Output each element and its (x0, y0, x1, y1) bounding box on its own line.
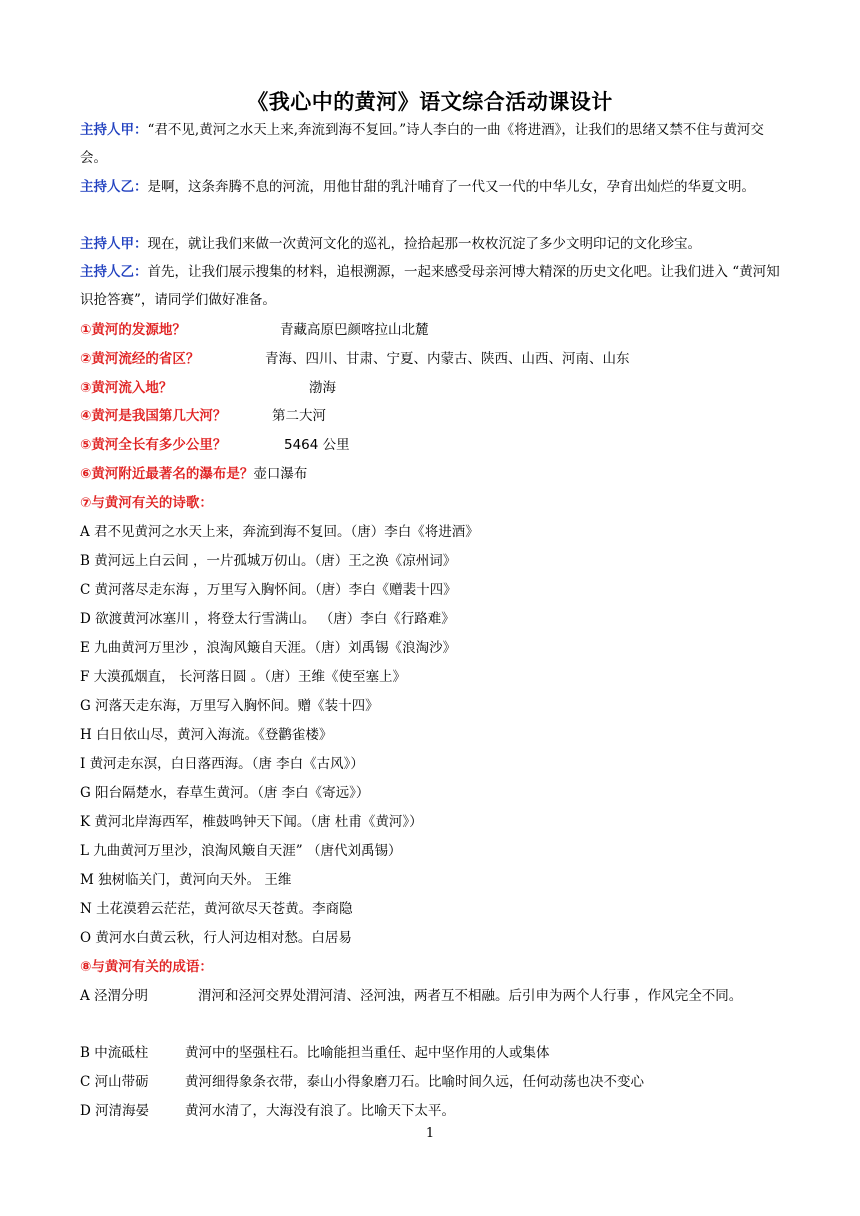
quiz-question: ⑥黄河附近最著名的瀑布是？ (80, 466, 254, 482)
poem-line: C 黄河落尽走东海 ，万里写入胸怀间。（唐）李白《赠裴十四》 (80, 582, 457, 598)
speaker-label: 主持人乙： (80, 264, 148, 280)
poem-line: N 土花漠碧云茫茫，黄河欲尽天苍黄。李商隐 (80, 901, 353, 917)
idiom-meaning: 黄河中的坚强柱石。比喻能担当重任、起中坚作用的人或集体 (185, 1045, 550, 1061)
dialogue-paragraph-1 (80, 116, 780, 172)
idiom-term: C 河山带砺 (80, 1074, 149, 1090)
quiz-item (80, 406, 780, 426)
dialogue-text: “君不见,黄河之水天上来,奔流到海不复回。”诗人李白的一曲《将进酒》，让我们的思绪又禁不住与黄河交会。 (80, 122, 764, 166)
poem-line: G 河落天走东海，万里写入胸怀间。赠《装十四》 (80, 698, 379, 714)
quiz-answer: 青海、四川、甘肃、宁夏、内蒙古、陕西、山西、河南、山东 (265, 351, 630, 367)
poem-line: O 黄河水白黄云秋，行人河边相对愁。白居易 (80, 930, 352, 946)
idioms-heading: ⑧与黄河有关的成语： (80, 959, 213, 975)
quiz-item (80, 320, 780, 340)
poem-line: G 阳台隔楚水，春草生黄河。（唐 李白《寄远》） (80, 785, 370, 801)
quiz-answer: 青藏高原巴颜喀拉山北麓 (280, 322, 429, 338)
idiom-meaning: 黄河水清了，大海没有浪了。比喻天下太平。 (185, 1103, 455, 1119)
idiom-item (80, 982, 780, 1010)
poem-line: H 白日依山尽，黄河入海流。《登鹳雀楼》 (80, 727, 333, 743)
dialogue-paragraph-2 (80, 173, 780, 201)
poem-line: K 黄河北岸海西军，椎鼓鸣钟天下闻。（唐 杜甫《黄河》） (80, 814, 423, 830)
speaker-label: 主持人乙： (80, 179, 148, 195)
dialogue-text: 首先，让我们展示搜集的材料，追根溯源，一起来感受母亲河博大精深的历史文化吧。让我们进入 “黄河知识抢答赛”，请同学们做好准备。 (80, 264, 780, 308)
quiz-question: ④黄河是我国第几大河？ (80, 408, 227, 424)
quiz-answer: 渤海 (309, 380, 336, 396)
idiom-term: B 中流砥柱 (80, 1045, 149, 1061)
quiz-question: ②黄河流经的省区？ (80, 351, 200, 367)
idiom-term: D 河清海晏 (80, 1103, 150, 1119)
idiom-meaning: 黄河细得象条衣带，泰山小得象磨刀石。比喻时间久远，任何动荡也决不变心 (185, 1074, 644, 1090)
dialogue-text: 现在，就让我们来做一次黄河文化的巡礼，捡拾起那一枚枚沉淀了多少文明印记的文化珍宝。 (147, 236, 701, 252)
speaker-label: 主持人甲： (80, 122, 148, 138)
dialogue-paragraph-4 (80, 258, 780, 314)
poem-line: M 独树临关门，黄河向天外。 王维 (80, 872, 292, 888)
dialogue-paragraph-3 (80, 230, 780, 258)
quiz-answer: 第二大河 (272, 408, 326, 424)
quiz-item (80, 464, 780, 484)
dialogue-text: 是啊，这条奔腾不息的河流，用他甘甜的乳汁哺育了一代又一代的中华儿女，孕育出灿烂的华夏文明。 (147, 179, 755, 195)
poem-line: E 九曲黄河万里沙 ，浪淘风簸自天涯。（唐）刘禹锡《浪淘沙》 (80, 640, 457, 656)
page-number: 1 (425, 1126, 435, 1141)
poem-line: D 欲渡黄河冰塞川 ，将登太行雪满山。 （唐）李白《行路难》 (80, 611, 455, 627)
quiz-item (80, 349, 780, 369)
quiz-question: ③黄河流入地？ (80, 380, 173, 396)
poem-line: B 黄河远上白云间 ，一片孤城万仞山。（唐）王之涣《凉州词》 (80, 553, 457, 569)
idiom-item (80, 1043, 780, 1063)
poem-line: I 黄河走东溟，白日落西海。（唐 李白《古风》） (80, 756, 364, 772)
poems-heading: ⑦与黄河有关的诗歌： (80, 495, 213, 511)
quiz-item (80, 435, 780, 455)
poem-line: A 君不见黄河之水天上来，奔流到海不复回。（唐）李白《将进酒》 (80, 524, 479, 540)
idiom-meaning: 渭河和泾河交界处渭河清、泾河浊，两者互不相融。后引申为两个人行事 ，作风完全不同。 (198, 988, 743, 1004)
poem-line: L 九曲黄河万里沙，浪淘风簸自天涯” （唐代刘禹锡） (80, 843, 402, 859)
quiz-item (80, 378, 780, 398)
quiz-answer: 壶口瀑布 (253, 466, 308, 482)
idiom-item (80, 1072, 780, 1092)
quiz-answer: 5464 公里 (284, 437, 350, 453)
quiz-question: ⑤黄河全长有多少公里？ (80, 437, 227, 453)
idiom-item (80, 1101, 780, 1121)
poem-line: F 大漠孤烟直， 长河落日圆 。（唐）王维《使至塞上》 (80, 669, 406, 685)
document-title: 《我心中的黄河》语文综合活动课设计 (247, 90, 613, 114)
quiz-question: ①黄河的发源地？ (80, 322, 186, 338)
speaker-label: 主持人甲： (80, 236, 148, 252)
idiom-term: A 泾渭分明 (80, 988, 149, 1004)
